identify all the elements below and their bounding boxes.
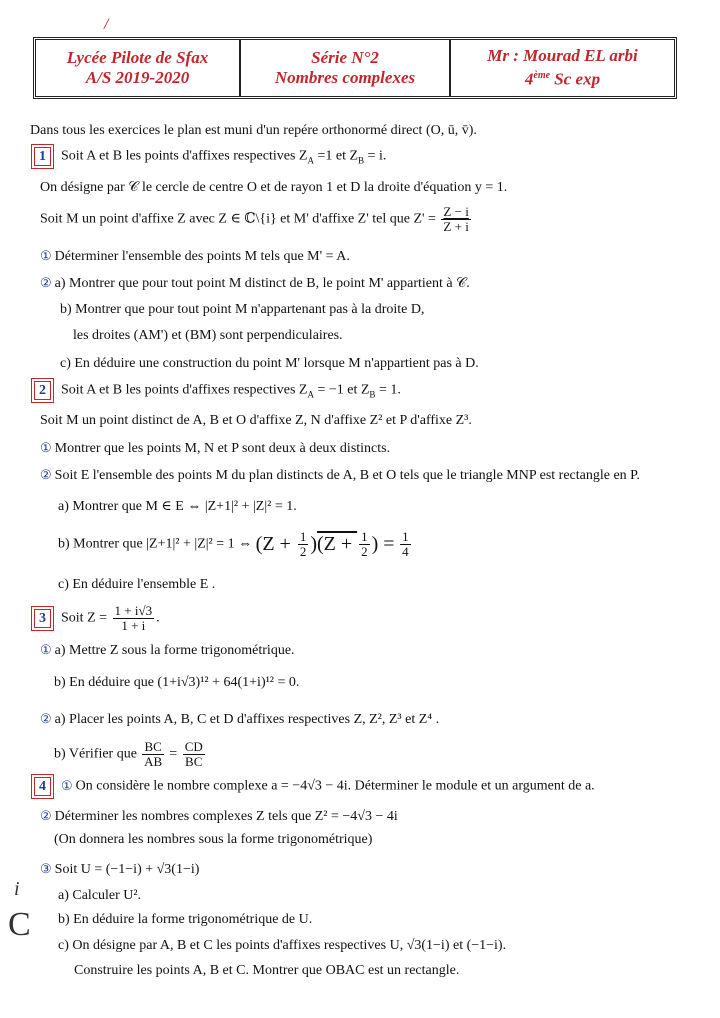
ex2-line2: Soit M un point distinct de A, B et O d'affixe Z, N d'affixe Z² et P d'affixe Z³. [40, 413, 472, 428]
ex1-q1: ① Déterminer l'ensemble des points M tels que M' = A. [40, 248, 350, 264]
ex1-statement: 1 Soit A et B les points d'affixes respectives $Z_A =1$ et $Z_B = i$. [34, 147, 386, 166]
teacher-cell [451, 40, 674, 96]
ex3-number: 3 [34, 609, 51, 628]
ex3-fraction: $\frac{1 + i√3}{1 + i}$ [114, 603, 153, 633]
ex4-q3d: Construire les points A, B et C. Montrer que OBAC est un rectangle. [74, 963, 460, 978]
ex1-q2b2: les droites (AM') et (BM) sont perpendiculaires. [73, 328, 343, 343]
ex2-q1: ① Montrer que les points M, N et P sont deux à deux distincts. [40, 440, 391, 456]
ex1-q2c: c) En déduire une construction du point M' lorsque M n'appartient pas à D. [60, 356, 479, 371]
ex3-q2a: ② a) Placer les points A, B, C et D d'affixes respectives Z, Z², Z³ et Z⁴ . [40, 711, 440, 727]
ex1-line2: On désigne par 𝒞 le cercle de centre O et de rayon 1 et D la droite d'équation y = 1. [40, 180, 508, 195]
series-cell [241, 40, 451, 96]
ex3-q2b: b) Vérifier que $\frac{BC}{AB}$ = $\frac{CD}{BC}$ [54, 739, 203, 769]
ex4-q3c: c) On désigne par A, B et C les points d'affixes respectives U, √3(1−i) et (−1−i). [58, 938, 507, 953]
ex4-q1: 4 ① On considère le nombre complexe a = −4√3 − 4i. Déterminer le module et un argument de a. [34, 777, 595, 796]
tick-mark: / [104, 16, 109, 33]
ex2-statement: 2 Soit A et B les points d'affixes respectives $Z_A = -1$ et $Z_B = 1$. [34, 381, 401, 400]
school-name: Lycée Pilote de Sfax [66, 48, 209, 67]
school-cell [36, 40, 241, 96]
intro-text: Dans tous les exercices le plan est muni d'un repére orthonormé direct (O, ū, v̄). [30, 123, 477, 138]
ex3-statement: 3 Soit Z = $\frac{1 + i√3}{1 + i}$ . [34, 604, 160, 633]
ex2-q2c: c) En déduire l'ensemble E . [58, 577, 216, 592]
ex4-number: 4 [34, 777, 51, 796]
ex4-q3b: b) En déduire la forme trigonométrique de U. [58, 912, 313, 927]
class-level: 4ème Sc exp [524, 69, 601, 89]
ex1-q2b1: b) Montrer que pour tout point M n'appartenant pas à la droite D, [60, 302, 425, 317]
ex4-q3: ③ Soit U = (−1−i) + √3(1−i) [40, 861, 200, 877]
ex2-q2: ② Soit E l'ensemble des points M du plan distincts de A, B et O tels que le triangle MNP est rectangle en P. [40, 467, 640, 483]
teacher-name: Mr : Mourad EL arbi [487, 46, 638, 66]
ex1-fraction: $\frac{Z - i}{Z + i}$ [443, 204, 469, 234]
ex2-q2b: b) Montrer que |Z+1|² + |Z|² = 1 ⇔ (Z + $\frac{1}{2}$ )(Z + $\frac{1}{2}$ ) = $\frac{1}{4}$ [58, 529, 409, 559]
ex3-q1b: b) En déduire que (1+i√3)¹² + 64(1+i)¹² = 0. [54, 675, 300, 690]
ex1-q2a: ② a) Montrer que pour tout point M distinct de B, le point M' appartient à 𝒞. [40, 275, 470, 291]
series-title: Série N°2 [311, 48, 379, 67]
header-box [33, 37, 677, 99]
ex2-number: 2 [34, 381, 51, 400]
ex3-q1a: ① a) Mettre Z sous la forme trigonométrique. [40, 642, 295, 658]
handwritten-c: C [8, 906, 31, 943]
ex1-line3: Soit M un point d'affixe Z avec Z ∈ ℂ\{i} et M' d'affixe Z' tel que Z' = $\frac{Z - i}{Z + i}$ [40, 204, 469, 234]
ex4-q3a: a) Calculer U². [58, 888, 142, 903]
ex4-q2b: (On donnera les nombres sous la forme trigonométrique) [54, 832, 373, 847]
ex2-q2a: a) Montrer que M ∈ E ⇔ |Z+1|² + |Z|² = 1. [58, 499, 297, 514]
series-topic: Nombres complexes [274, 68, 416, 87]
ex1-number: 1 [34, 147, 51, 166]
handwritten-i: i [14, 878, 20, 900]
school-year: A/S 2019-2020 [85, 68, 190, 87]
ex4-q2: ② Déterminer les nombres complexes Z tels que Z² = −4√3 − 4i [40, 808, 398, 824]
